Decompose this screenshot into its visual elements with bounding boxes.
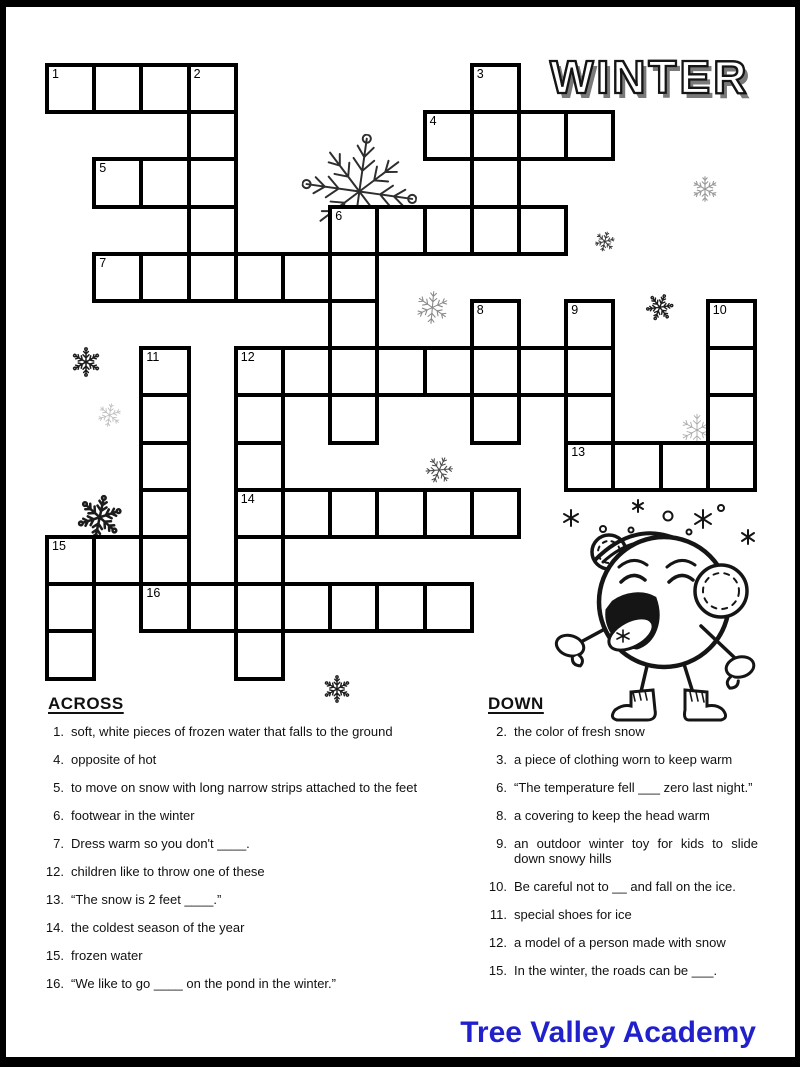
grid-cell[interactable]: [92, 535, 143, 586]
grid-cell[interactable]: [517, 205, 568, 256]
grid-cell[interactable]: [45, 582, 96, 633]
grid-cell[interactable]: [470, 110, 521, 161]
clue-text: the color of fresh snow: [514, 724, 645, 739]
clue-item: [480, 935, 758, 950]
cell-number: 10: [712, 303, 727, 317]
grid-cell[interactable]: [139, 582, 190, 633]
grid-cell[interactable]: [234, 346, 285, 397]
grid-cell[interactable]: [328, 582, 379, 633]
clue-number: 6.: [496, 780, 507, 795]
cell-number: 6: [335, 208, 343, 223]
grid-cell[interactable]: [375, 582, 426, 633]
grid-cell[interactable]: [187, 157, 238, 208]
clue-text: footwear in the winter: [71, 808, 195, 823]
grid-cell[interactable]: [470, 205, 521, 256]
clue-text: children like to throw one of these: [71, 864, 265, 879]
grid-cell[interactable]: [564, 299, 615, 350]
clue-item: [480, 879, 758, 894]
down-clues-section: [480, 694, 758, 991]
clue-item: [480, 836, 758, 866]
grid-cell[interactable]: [564, 110, 615, 161]
cell-number: 5: [99, 161, 107, 176]
clue-number: 11.: [489, 907, 507, 922]
clue-number: 7.: [53, 836, 64, 851]
grid-cell[interactable]: [611, 441, 662, 492]
grid-cell[interactable]: [423, 582, 474, 633]
grid-cell[interactable]: [375, 488, 426, 539]
cell-number: 2: [193, 67, 201, 81]
grid-cell[interactable]: [234, 441, 285, 492]
grid-cell[interactable]: [187, 205, 238, 256]
clue-number: 15.: [488, 963, 507, 978]
clue-item: [480, 907, 758, 922]
clue-item: [480, 808, 758, 823]
cell-number: 1: [52, 67, 59, 81]
grid-cell[interactable]: [92, 252, 143, 303]
clue-text: “We like to go ____ on the pond in the winter.”: [71, 976, 336, 991]
grid-cell[interactable]: [92, 63, 143, 114]
grid-cell[interactable]: [234, 629, 285, 680]
grid-cell[interactable]: [470, 63, 521, 114]
grid-cell[interactable]: [187, 63, 238, 114]
clue-item: [480, 780, 758, 795]
grid-cell[interactable]: [564, 441, 615, 492]
grid-cell[interactable]: [706, 299, 757, 350]
grid-cell[interactable]: [328, 252, 379, 303]
clue-text: “The temperature fell ___ zero last night.”: [514, 780, 753, 795]
grid-cell[interactable]: [187, 110, 238, 161]
grid-cell[interactable]: [139, 157, 190, 208]
grid-cell[interactable]: [328, 488, 379, 539]
clue-text: a covering to keep the head warm: [514, 808, 710, 823]
grid-cell[interactable]: [423, 346, 474, 397]
grid-cell[interactable]: [470, 393, 521, 444]
clue-item: [40, 948, 454, 963]
clue-number: 12.: [45, 864, 64, 879]
grid-cell[interactable]: [470, 299, 521, 350]
clue-item: [40, 836, 454, 851]
clue-item: [40, 920, 454, 935]
grid-cell[interactable]: [45, 629, 96, 680]
clue-text: Be careful not to __ and fall on the ice.: [514, 879, 736, 894]
across-header: ACROSS: [48, 694, 124, 713]
grid-cell[interactable]: [328, 205, 379, 256]
clue-text: the coldest season of the year: [71, 920, 245, 935]
grid-cell[interactable]: [139, 535, 190, 586]
grid-cell[interactable]: [659, 441, 710, 492]
puzzle-title: WINTER: [550, 51, 750, 103]
clue-text: Dress warm so you don't ____.: [71, 836, 250, 851]
grid-cell[interactable]: [234, 535, 285, 586]
grid-cell[interactable]: [706, 346, 757, 397]
grid-cell[interactable]: [234, 488, 285, 539]
grid-cell[interactable]: [187, 582, 238, 633]
clue-item: [40, 724, 454, 739]
grid-cell[interactable]: [281, 488, 332, 539]
grid-cell[interactable]: [706, 441, 757, 492]
cell-number: 9: [571, 303, 579, 317]
cell-number: 16: [146, 586, 161, 601]
clue-text: In the winter, the roads can be ___.: [514, 963, 718, 978]
clue-item: [40, 976, 454, 991]
grid-cell[interactable]: [139, 346, 190, 397]
branding-text: Tree Valley Academy: [460, 1016, 756, 1049]
cell-number: 3: [476, 67, 484, 81]
clue-text: frozen water: [71, 948, 143, 963]
clue-number: 12.: [488, 935, 507, 950]
clue-item: [480, 752, 758, 767]
clue-item: [480, 724, 758, 739]
cell-number: 4: [429, 114, 437, 129]
grid-cell[interactable]: [234, 393, 285, 444]
clue-number: 6.: [53, 808, 64, 823]
grid-cell[interactable]: [281, 346, 332, 397]
cell-number: 15: [52, 539, 66, 553]
grid-cell[interactable]: [423, 205, 474, 256]
grid-cell[interactable]: [375, 346, 426, 397]
cell-number: 14: [240, 491, 255, 506]
grid-cell[interactable]: [423, 488, 474, 539]
clue-item: [40, 892, 454, 907]
clue-text: special shoes for ice: [514, 907, 632, 922]
cell-number: 11: [146, 350, 160, 365]
grid-cell[interactable]: [234, 252, 285, 303]
cell-number: 13: [571, 444, 586, 459]
clue-text: opposite of hot: [71, 752, 157, 767]
clue-item: [40, 864, 454, 879]
clue-number: 13.: [45, 892, 64, 907]
grid-cell[interactable]: [187, 252, 238, 303]
clue-number: 8.: [496, 808, 507, 823]
cell-number: 12: [240, 350, 255, 365]
grid-cell[interactable]: [92, 157, 143, 208]
clue-item: [40, 808, 454, 823]
grid-cell[interactable]: [139, 63, 190, 114]
cell-number: 8: [476, 303, 484, 317]
clue-number: 3.: [496, 752, 507, 767]
grid-cell[interactable]: [281, 582, 332, 633]
grid-cell[interactable]: [564, 393, 615, 444]
grid-cell[interactable]: [139, 488, 190, 539]
grid-cell[interactable]: [139, 252, 190, 303]
clue-number: 10.: [488, 879, 507, 894]
down-header: DOWN: [488, 694, 544, 713]
clue-text: a model of a person made with snow: [514, 935, 726, 950]
clue-item: [40, 752, 454, 767]
grid-cell[interactable]: [470, 157, 521, 208]
grid-cell[interactable]: [45, 535, 96, 586]
clue-number: 2.: [496, 724, 507, 739]
grid-cell[interactable]: [470, 488, 521, 539]
clue-item: [40, 780, 454, 795]
grid-cell[interactable]: [423, 110, 474, 161]
down-clue-list: [480, 724, 758, 978]
across-clue-list: [40, 724, 454, 991]
clue-text: soft, white pieces of frozen water that falls to the ground: [71, 724, 393, 739]
grid-cell[interactable]: [470, 346, 521, 397]
grid-cell[interactable]: [139, 441, 190, 492]
grid-cell[interactable]: [517, 346, 568, 397]
clue-number: 9.: [496, 836, 507, 851]
grid-cell[interactable]: [706, 393, 757, 444]
grid-cell[interactable]: [328, 346, 379, 397]
across-clues-section: [40, 694, 454, 1004]
clue-number: 4.: [53, 752, 64, 767]
clue-text: a piece of clothing worn to keep warm: [514, 752, 733, 767]
clue-number: 14.: [45, 920, 64, 935]
clue-number: 16.: [45, 976, 64, 991]
clue-item: [480, 963, 758, 978]
grid-cell[interactable]: [281, 252, 332, 303]
grid-cell[interactable]: [45, 63, 96, 114]
grid-cell[interactable]: [517, 110, 568, 161]
grid-cell[interactable]: [375, 205, 426, 256]
clue-number: 5.: [53, 780, 64, 795]
grid-cell[interactable]: [564, 346, 615, 397]
clue-text: an outdoor winter toy for kids to slide down snowy hills: [514, 836, 758, 866]
clue-number: 15.: [45, 948, 64, 963]
grid-cell[interactable]: [234, 582, 285, 633]
clue-text: to move on snow with long narrow strips attached to the feet: [71, 780, 418, 795]
clue-number: 1.: [53, 724, 64, 739]
cell-number: 7: [99, 255, 107, 270]
grid-cell[interactable]: [328, 393, 379, 444]
grid-cell[interactable]: [328, 299, 379, 350]
grid-cell[interactable]: [139, 393, 190, 444]
clue-text: “The snow is 2 feet ____.”: [71, 892, 222, 907]
